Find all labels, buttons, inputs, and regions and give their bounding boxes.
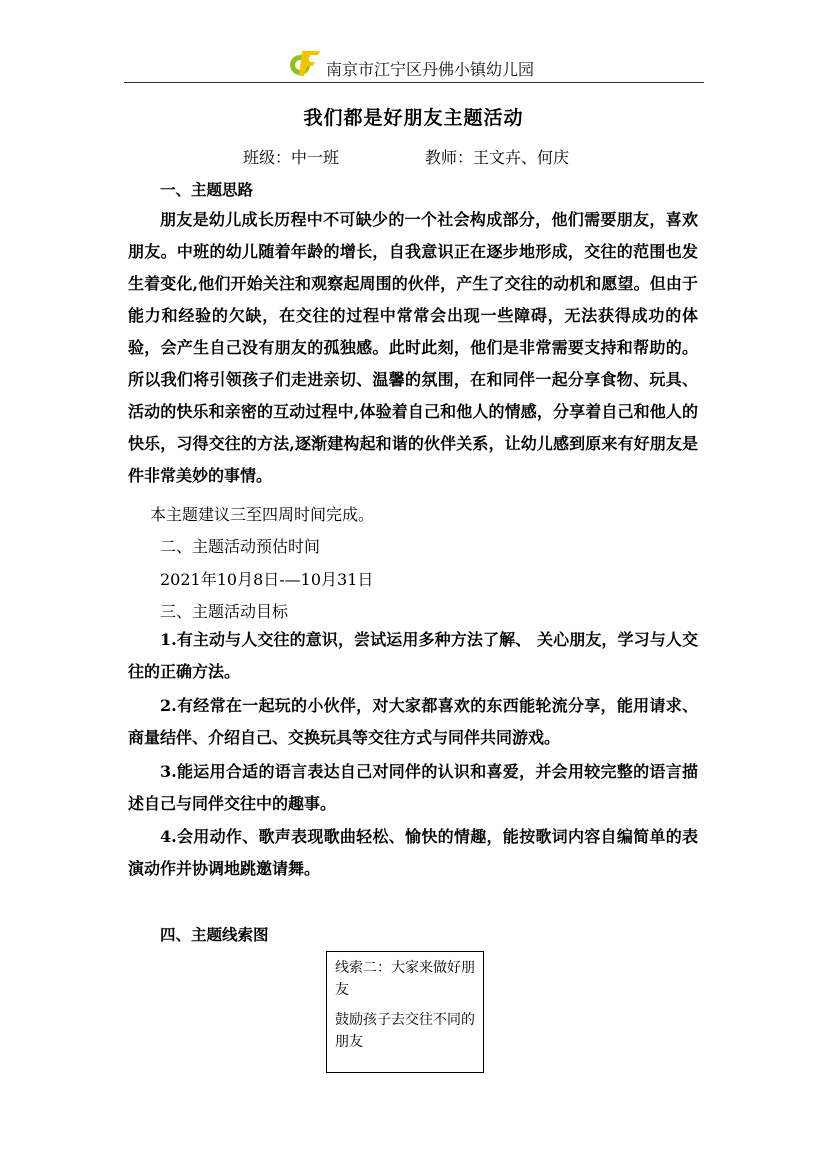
goal-item-2: 2.有经常在一起玩的小伙伴，对大家都喜欢的东西能轮流分享，能用请求、商量结伴、介绍自己、交换玩具等交往方式与同伴共同游戏。 [128, 696, 698, 747]
clue-box [326, 951, 484, 1073]
header-divider [124, 82, 704, 83]
section-heading-time: 二、主题活动预估时间 [160, 537, 321, 556]
goal-item-4: 4.会用动作、歌声表现歌曲轻松、愉快的情趣，能按歌词内容自编简单的表演动作并协调地跳邀请舞。 [128, 827, 698, 878]
section-dates: 2021年10月8日-—10月31日 [160, 570, 374, 589]
duration-note: 本主题建议三至四周时间完成。 [150, 505, 375, 524]
clue-box-text: 鼓励孩子去交往不同的朋友 [335, 1012, 475, 1050]
section-ideas-paragraph: 朋友是幼儿成长历程中不可缺少的一个社会构成部分，他们需要朋友，喜欢朋友。中班的幼儿随着年龄的增长，自我意识正在逐步地形成，交往的范围也发生着变化,他们开始关注和观察起周围的伙伴，产生了交往的动机和愿望。但由于能力和经验的欠缺，在交往的过程中常常会出现一些障碍，无法获得成功的体验，会产生自己没有朋友的孤独感。此时此刻，他们是非常需要支持和帮助的。所以我们将引领孩子们走进亲切、温馨的氛围，在和同伴一起分享食物、玩具、活动的快乐和亲密的互动过程中,体验着自己和他人的情感，分享着自己和他人的快乐，习得交往的方法,逐渐建构起和谐的伙伴关系，让幼儿感到原来有好朋友是件非常美妙的事情。 [128, 210, 698, 485]
section-heading-ideas: 一、主题思路 [160, 180, 254, 199]
clue-box-title: 线索二：大家来做好朋友 [335, 960, 475, 998]
teacher-label: 教师：王文卉、何庆 [425, 148, 570, 167]
goal-item-1: 1.有主动与人交往的意识，尝试运用多种方法了解、 关心朋友，学习与人交往的正确方法。 [128, 630, 698, 681]
section-heading-clue-map: 四、主题线索图 [160, 925, 269, 944]
document-title: 我们都是好朋友主题活动 [303, 107, 524, 129]
school-name: 南京市江宁区丹佛小镇幼儿园 [326, 60, 535, 79]
goal-item-3: 3.能运用合适的语言表达自己对同伴的认识和喜爱，并会用较完整的语言描述自己与同伴交往中的趣事。 [128, 762, 698, 813]
kindergarten-logo-icon [288, 48, 322, 78]
section-heading-goals: 三、主题活动目标 [160, 602, 289, 621]
class-label: 班级：中一班 [243, 148, 340, 167]
